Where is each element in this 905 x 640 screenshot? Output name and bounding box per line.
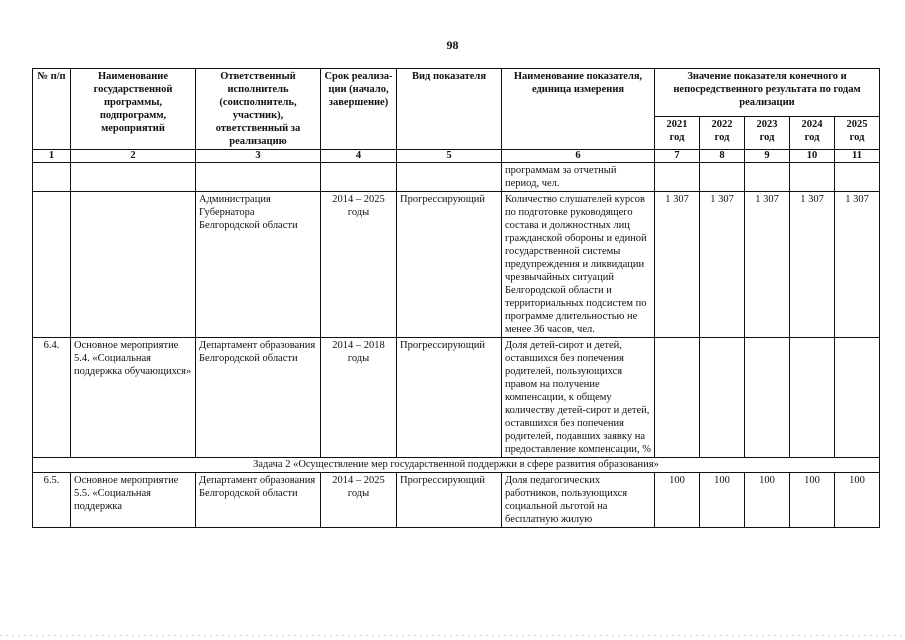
row-indicator: Доля детей-сирот и детей, оставшихся без попечения родителей, пользующихся правом на получение компенсации, к общему количеству детей-сирот и детей, оставшихся без попечения родителей, подавших заявку на предоставление компенсации, % [502,338,655,458]
header-year-2025: 2025 год [835,116,880,149]
row-term: 2014 – 2018 годы [321,338,397,458]
indicators-table [32,68,880,528]
row-num [33,163,71,192]
row-executor: Администрация Губернатора Белгородской области [196,192,321,338]
row-num: 6.5. [33,473,71,528]
row-value-2021: 1 307 [655,192,700,338]
header-col-kind: Вид показателя [397,69,502,150]
row-value-2025 [835,338,880,458]
row-value-2025: 100 [835,473,880,528]
row-value-2022: 1 307 [700,192,745,338]
table-row [33,192,880,338]
row-value-2021 [655,338,700,458]
row-num: 6.4. [33,338,71,458]
row-value-2024: 1 307 [790,192,835,338]
column-numbers-row [33,150,880,163]
column-number: 2 [71,150,196,163]
header-year-2024: 2024 год [790,116,835,149]
column-number: 4 [321,150,397,163]
row-term: 2014 – 2025 годы [321,192,397,338]
row-value-2024 [790,163,835,192]
row-indicator: Доля педагогических работников, пользующихся социальной льготой на бесплатную жилую [502,473,655,528]
header-year-2021: 2021 год [655,116,700,149]
row-name [71,192,196,338]
row-executor: Департамент образования Белгородской области [196,338,321,458]
row-value-2023: 100 [745,473,790,528]
header-col-term: Срок реализа-ции (начало, завершение) [321,69,397,150]
header-value-group: Значение показателя конечного и непосредственного результата по годам реализации [655,69,880,117]
row-kind [397,163,502,192]
row-value-2021 [655,163,700,192]
header-year-2023: 2023 год [745,116,790,149]
row-kind: Прогрессирующий [397,192,502,338]
page-number: 98 [446,38,459,52]
row-executor: Департамент образования Белгородской области [196,473,321,528]
task-title: Задача 2 «Осуществление мер государственной поддержки в сфере развития образования» [33,458,880,473]
table-row [33,163,880,192]
row-value-2025 [835,163,880,192]
row-name: Основное мероприятие 5.5. «Социальная поддержка [71,473,196,528]
header-col-executor: Ответственный исполнитель (соисполнитель, участник), ответственный за реализацию [196,69,321,150]
row-name: Основное мероприятие 5.4. «Социальная поддержка обучающихся» [71,338,196,458]
column-number: 7 [655,150,700,163]
column-number: 1 [33,150,71,163]
header-row [33,69,880,117]
column-number: 9 [745,150,790,163]
row-value-2024: 100 [790,473,835,528]
row-name [71,163,196,192]
row-value-2023 [745,163,790,192]
row-value-2025: 1 307 [835,192,880,338]
table-row [33,338,880,458]
row-num [33,192,71,338]
row-kind: Прогрессирующий [397,473,502,528]
header-col-name: Наименование государственной программы, подпрограмм, мероприятий [71,69,196,150]
column-number: 5 [397,150,502,163]
row-value-2023 [745,338,790,458]
column-number: 11 [835,150,880,163]
row-term: 2014 – 2025 годы [321,473,397,528]
header-col-num: № п/п [33,69,71,150]
row-value-2021: 100 [655,473,700,528]
row-term [321,163,397,192]
header-year-2022: 2022 год [700,116,745,149]
row-indicator: программам за отчетный период, чел. [502,163,655,192]
scan-edge-line [0,635,905,636]
row-kind: Прогрессирующий [397,338,502,458]
column-number: 3 [196,150,321,163]
header-col-indicator: Наименование показателя, единица измерения [502,69,655,150]
column-number: 8 [700,150,745,163]
column-number: 6 [502,150,655,163]
row-value-2024 [790,338,835,458]
task-row [33,458,880,473]
row-value-2022 [700,163,745,192]
table-row [33,473,880,528]
row-executor [196,163,321,192]
row-value-2022 [700,338,745,458]
column-number: 10 [790,150,835,163]
row-value-2022: 100 [700,473,745,528]
row-indicator: Количество слушателей курсов по подготовке руководящего состава и должностных лиц гражданской обороны и единой государственной системы предупреждения и ликвидации чрезвычайных ситуаций Белгородской области и территориальных подсистем по программе длительностью не менее 36 часов, чел. [502,192,655,338]
row-value-2023: 1 307 [745,192,790,338]
